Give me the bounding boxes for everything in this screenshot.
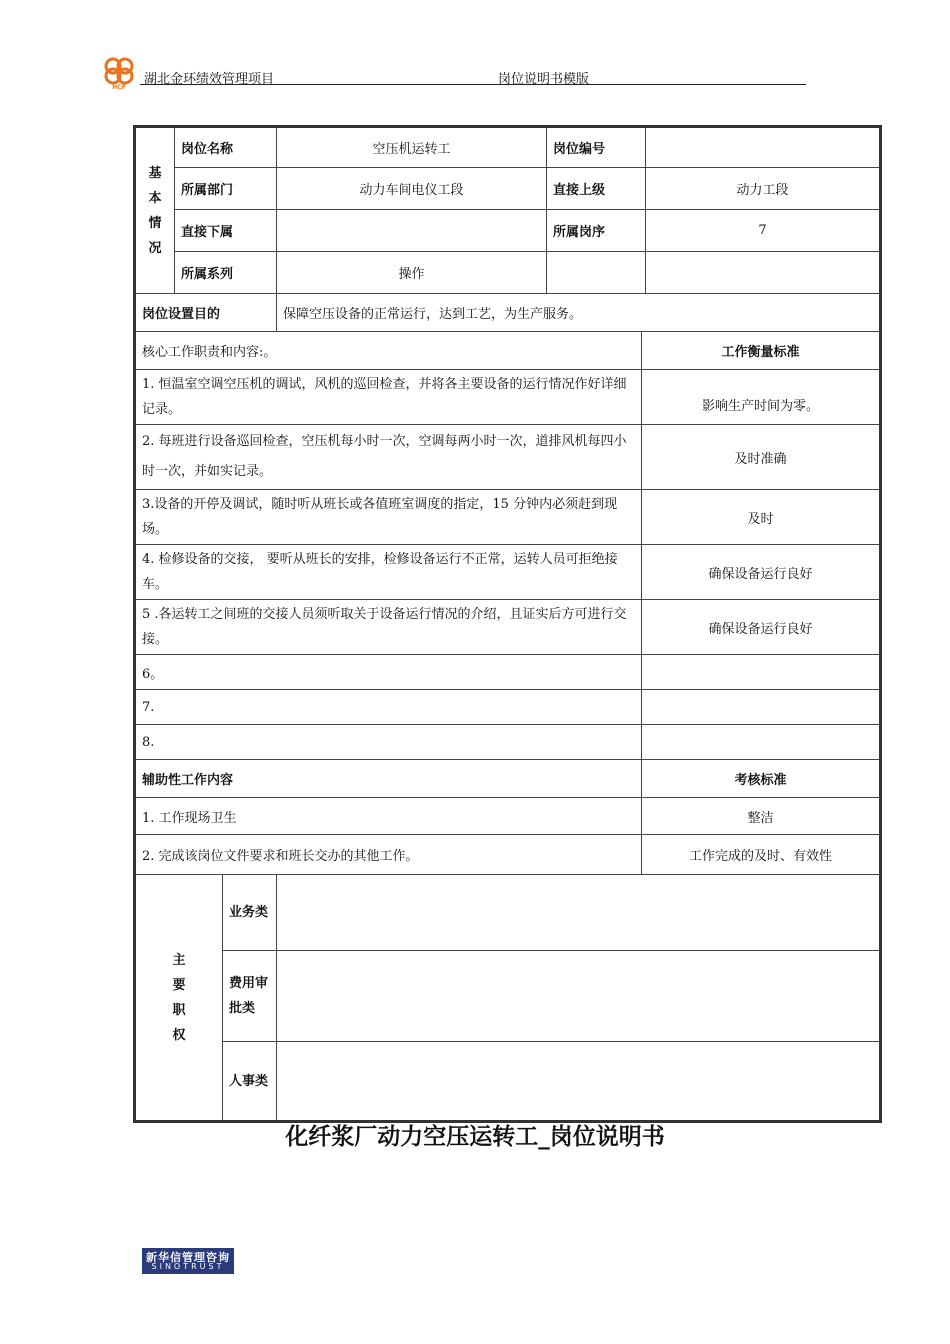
authority-row-label: 费用审批类 — [223, 951, 277, 1042]
aux-header: 辅助性工作内容 — [135, 760, 642, 798]
series-empty-cell-2 — [646, 252, 881, 294]
hcf-logo-icon — [100, 56, 140, 90]
core-standard-header: 工作衡量标准 — [642, 332, 881, 370]
post-name-label: 岗位名称 — [175, 127, 277, 168]
aux-item-text: 2. 完成该岗位文件要求和班长交办的其他工作。 — [135, 835, 642, 875]
purpose-label: 岗位设置目的 — [135, 294, 277, 332]
job-description-table — [133, 125, 882, 1123]
core-item-row — [135, 655, 881, 690]
authority-row-label: 人事类 — [223, 1042, 277, 1122]
series-label: 所属系列 — [175, 252, 277, 294]
footer-logo-cn: 新华信管理咨询 — [146, 1251, 230, 1264]
core-item-text: 4. 检修设备的交接， 要听从班长的安排，检修设备运行不正常，运转人员可拒绝接车。 — [135, 545, 642, 600]
purpose-text: 保障空压设备的正常运行，达到工艺，为生产服务。 — [277, 294, 881, 332]
header-divider — [140, 84, 806, 85]
series-value: 操作 — [277, 252, 547, 294]
dept-label: 所属部门 — [175, 168, 277, 210]
page-header — [100, 56, 806, 90]
header-project: 湖北金环绩效管理项目 — [144, 72, 275, 87]
header-template: 岗位说明书模版 — [498, 72, 590, 87]
core-item-text: 8. — [135, 725, 642, 760]
post-name-value: 空压机运转工 — [277, 127, 547, 168]
aux-standard-header: 考核标准 — [642, 760, 881, 798]
superior-value: 动力工段 — [646, 168, 881, 210]
row-subordinate — [135, 210, 881, 252]
row-post-name — [135, 127, 881, 168]
authority-row-text — [277, 951, 881, 1042]
sequence-label: 所属岗序 — [547, 210, 646, 252]
aux-item-row — [135, 798, 881, 835]
series-empty-cell — [547, 252, 646, 294]
basic-section-label: 基本情况 — [135, 127, 175, 294]
authority-section-label: 主要职权 — [135, 875, 223, 1122]
core-item-standard: 及时准确 — [642, 425, 881, 490]
core-item-standard: 及时 — [642, 490, 881, 545]
sinotrust-logo — [142, 1248, 234, 1274]
row-core-header — [135, 332, 881, 370]
authority-row — [135, 1042, 881, 1122]
core-item-text: 3.设备的开停及调试，随时听从班长或各值班室调度的指定，15 分钟内必须赶到现场。 — [135, 490, 642, 545]
authority-row-label: 业务类 — [223, 875, 277, 951]
authority-row — [135, 875, 881, 951]
authority-row-text — [277, 1042, 881, 1122]
aux-item-standard: 工作完成的及时、有效性 — [642, 835, 881, 875]
sequence-value: 7 — [646, 210, 881, 252]
authority-row — [135, 951, 881, 1042]
aux-item-row — [135, 835, 881, 875]
authority-row-text — [277, 875, 881, 951]
core-item-text: 6。 — [135, 655, 642, 690]
subordinate-label: 直接下属 — [175, 210, 277, 252]
core-item-row — [135, 600, 881, 655]
core-item-standard — [642, 690, 881, 725]
post-code-value — [646, 127, 881, 168]
superior-label: 直接上级 — [547, 168, 646, 210]
row-dept — [135, 168, 881, 210]
row-aux-header — [135, 760, 881, 798]
subordinate-value — [277, 210, 547, 252]
logo-text: HCF — [112, 84, 126, 90]
core-item-text: 5 .各运转工之间班的交接人员须听取关于设备运行情况的介绍，且证实后方可进行交接。 — [135, 600, 642, 655]
footer-logo-en: SINOTRUST — [151, 1262, 225, 1271]
core-item-standard: 确保设备运行良好 — [642, 600, 881, 655]
core-item-standard — [642, 655, 881, 690]
core-item-row — [135, 370, 881, 425]
core-item-text: 7. — [135, 690, 642, 725]
core-item-row — [135, 545, 881, 600]
core-header: 核心工作职责和内容:。 — [135, 332, 642, 370]
dept-value: 动力车间电仪工段 — [277, 168, 547, 210]
core-item-row — [135, 425, 881, 490]
core-item-row — [135, 690, 881, 725]
core-item-row — [135, 725, 881, 760]
core-item-standard: 影响生产时间为零。 — [642, 370, 881, 425]
aux-item-text: 1. 工作现场卫生 — [135, 798, 642, 835]
document-title: 化纤浆厂动力空压运转工_岗位说明书 — [285, 1124, 665, 1150]
core-item-row — [135, 490, 881, 545]
row-purpose — [135, 294, 881, 332]
core-item-text: 1. 恒温室空调空压机的调试，风机的巡回检查，并将各主要设备的运行情况作好详细记录。 — [135, 370, 642, 425]
core-item-text: 2. 每班进行设备巡回检查，空压机每小时一次，空调每两小时一次，道排风机每四小时一次，并如实记录。 — [135, 425, 642, 490]
core-item-standard: 确保设备运行良好 — [642, 545, 881, 600]
aux-item-standard: 整洁 — [642, 798, 881, 835]
core-item-standard — [642, 725, 881, 760]
row-series — [135, 252, 881, 294]
post-code-label: 岗位编号 — [547, 127, 646, 168]
